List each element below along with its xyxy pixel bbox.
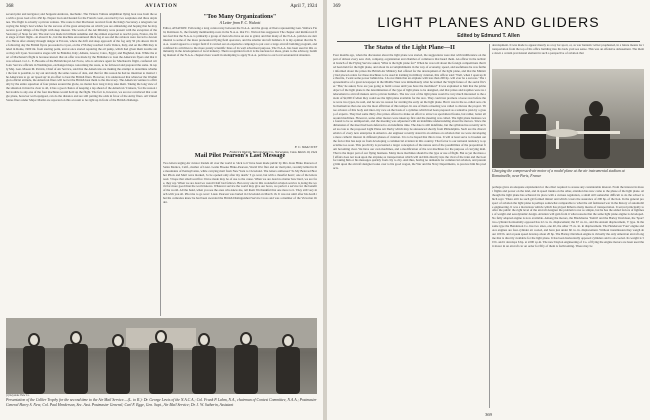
right-page-footer: 369 bbox=[485, 412, 492, 417]
collier-trophy-photo bbox=[6, 318, 317, 394]
article-title: Mail Pilot Pearson's Last Message bbox=[194, 152, 286, 159]
section-editor: Edited by Edmund T. Allen bbox=[457, 33, 520, 39]
article-too-many-organizations bbox=[163, 13, 317, 154]
article-body: Two letters urging Air aviator friends all over the world to 'stick to it' have been made public by Mrs. Kate Hirko Pearson of Santa Monica, Calif., mother of Lieut. Leslie Brooke Hirko-Pearson, World War flier and air mail pilot, recently killed in the mountains of Pennsylvania, while carrying mail from New York to Cleveland. The letters addressed 'To My Beloved Brother Pilots and Men' were marked, 'to be opened only after my death.' 'I go west, but with a cheerful heart,' one of the letters read. 'I hope that small sacrifice I have made may be of use to the cause. When we are dead no matter how hard, we are free, they say. When we are dead we weren't half bad fellows. But every one in this wonderful aviation service is doing the world far more good than the world knows. Whatever service the world may give our bows, we perfect a service for the benefit of the world. All the hand, when you see the ones who knew me, tell them I'm thankful that one more to it. They still very much with you all. Pilot me to go west.' Lieut. Pearson was buried in Cleveland on March 16. It was not until after his death that his comrades knew he had been awarded the British Distinguished Service Cross and was a member of the Victorian Order. bbox=[163, 162, 317, 205]
running-head-title: AVIATION bbox=[145, 4, 178, 9]
article-title: "Too Many Organizations" bbox=[203, 13, 277, 20]
letter-address: Frederick Walcott, Walcott-Lane Co., Norwegian, Conn. March 19, 1924 bbox=[229, 149, 317, 154]
group-photo-figures bbox=[6, 318, 317, 394]
article-title: The Status of the Light Plane—II bbox=[363, 44, 456, 51]
column-divider bbox=[160, 13, 161, 316]
photo-credit: (c) Keystone View Co. bbox=[6, 394, 30, 397]
right-col2-top-text: development. It was made to appear merely as a toy for sport, or, as war fantastic writer prophesied, in a future means for transportation from the top of his office building into his back yard sea sense. This was an offensive debasement. The theme down a certain provisional element in such a perspective of aviation that bbox=[492, 44, 644, 55]
right-col1-text: Four months ago, when the discussion about the light plane was started, the suggestions were met with indifference on the part of almost every aero club, company, organization and chamber of commerce that heard them. An officer in the technical branch of the Flying Service asked, 'What is the light plane for?' When he was told about the foreign competitions that had been held for the light plane, and about its accomplishments in the way of economy, speed, and usefulness he was further informed about the prizes the British Air Ministry had offered for the development of the light plane, and that the Ministry had placed orders for these machines to be used in training in military aviation, this officer said: 'Well, when I open up the throttle, I want some power behind me. I do not think that an airplane with less than 200 hp. will ever be a success.' The representative of a great newspaper in the Middle West was immediately what he termed the 'bright future of the aerial flivver.' 'But,' he asked, 'how are you going to build a nose until you have the machines?' It was explained to him that the prime object of the light plane is the determination of the type of light plane to be designed, and that prizes and trophies were no inducement to aircraft makers and to private builders. The low cost of the light plane would be very much interested to the extent of $2,000 if when they could see the light plane available for the race. They could not promote a loose race before there were two types, he said, and he saw no reason for starting the early on the light plane. But it was in the so-called aero clubs themselves that one saw the most affliction of this temper. In one of them a meeting was called to discuss the project. Three aviators of this body and inter-city race on the basis of a syllabus which had been prepared as a tentative plan by a group of experts. They had some thirty-five prizes offered to make an effort to attract as specialized freaks, but rather, better all around machines. However, some other motors were taken up first and the meeting was called. The light plane business was found to be so unimportant, and the meeting was adjourned with an indefinite understanding about the motors. Since the dimension of the meet had been deferred to an indefinite time. The date is still indefinite, but the syllabus has recently arrived too late to the proposed Light Plane Air Derby which may be announced shortly from Philadelphia. Such are the characteristics of every new enterprise in America. An engineer recently stated in an address on aviation that we were developing a more catholic interest in different phases of aviation. It is to be hoped that this is true. It will at least serve to broaden out the factor that has kept us from developing a commercial aviation in this country. That factor is our national tendency to specialize too soon. This proclivity is prevented a larger conception of the nature and of the possibilities of the proposition from becoming clear. We have our own machines, and a modification of the war machines for the purpose of carrying mail. That is the major part of our flying business. Many more machines should be the type or use of flight. But as yet the mass of affairs does not look upon the airplane as transportation which will aid him directly into the rival of the train and the boat for taking him or his messages quickly from city to city. And thus, having no demands for commercial aviation, and pressing him upon the aircraft designer looks over to his good wagon, the War and the Navy Departments, to procure him his products. bbox=[333, 54, 486, 171]
section-rule bbox=[337, 41, 640, 42]
right-running-header bbox=[333, 3, 644, 11]
photo-caption: Presentation of the Collier Trophy for the second time to the Air Mail Service.—(L. to R.): Dr. George Lewis of the N.A.C.A.; Col. Frank P. Lahm, N.A., chairman of Contest Committee, N.A.A.; Postmaster General Harry S. New; Col. Paul Henderson, Sec. Asst. Postmaster General; Carl F. Egge, Gen. Supt., Air Mail Service; Dr. J. W. Sutherin, Assistant bbox=[6, 398, 317, 407]
column-divider bbox=[489, 44, 490, 408]
right-page-number: 369 bbox=[333, 4, 341, 9]
issue-date: April 7, 1924 bbox=[290, 4, 317, 9]
left-page-number: 368 bbox=[6, 4, 14, 9]
left-running-header bbox=[6, 3, 317, 11]
article-byline: A Letter from F. C. Walcott bbox=[219, 21, 261, 25]
section-banner: LIGHT PLANES AND GLIDERS bbox=[377, 14, 600, 30]
model-plane-scene bbox=[492, 69, 644, 168]
model-plane-photo bbox=[492, 69, 644, 168]
article-body: Editor, AVIATION: Following a long controversy between the N.A.A. and the group of fliers representing Gen. Wallace Field, Robinson Jr., the friendly membership roots in the N.A.A. that F.C. Walcott has suggested. The chapter and Reinforced fliers feel that the N.A.A. is primarily a group of men who have an axe to grind, and that many of the N.A.A. policies are detrimental to some of the more pronounced flying field operators, and the smaller aircraft builders. It is my opinion that the N.A.A. would appeal to a larger field if it carried out an expensive campaign to put over a large aircraft building program, and confined its activities to the more purely scientific lines of its well advertised purpose. The N.A.A. has been used in this community in the development of local industry. Their recognition from it is the nucleus for ideas, plans to the advisory, building manual of the N.A.A. chapters here would in attempting to apply N.A.A. policies to our local aeronautical situation. bbox=[163, 27, 317, 58]
left-page bbox=[0, 0, 323, 420]
right-col2-text: perhaps gives an adequate explanation for the effort required to arouse any considerable interest. From the interest in motor flights and power on the land, and in speed trunks on the other, attention has now come to the phase of the light plane. Although the light plane has achieved its place with a curious regulation, a small still somewhat difficult to do the school which says: 'There ain't no such girl formed minus' and which covers the assurance of 200 hp. of the lion. In the general prospect of aviation the light plane is perhaps somewhat comparable to what the old fashioned war in the history of automobile engineering. It was a marvelous vehicle which has played hitherto many means of transportation. It served principally to offer the public the right level of the aircraft designer the problem is not so simple, but he has the added factors of lightness of weight and aerodynamic design. Aviation will gain from it what reasons that the same light plane engine is developed. No fully adapted engine is now available. Among the motors, the Blackburne 'Tomtit' and the Harley Davidson, the 'Sport' two-cylinder horizontally opposed has 22 cu. in. displacement; the 67 cu. in., and the Anzani displacement, V type. In the same type the Henderson Co. has two sizes, one 40, the other 73 cu. in. in displacement. The Henderson 'Four' engine and Ace engines are four-cylinder air cooled, and have just under 60 cu. in. displacement. Without transmission they weigh about 100 lb. and at peak speed develop about 20 hp. The Harley-Davidson engine is virtually the only American aircraft engine that is directly available for the light plane. It has been horizontally opposed cylinders and is air-cooled. Its weight is 50 lb. and it develops 6 hp. at 2200 r.p.m. The new Dayton engineering of Co. of flying the engine motors are been used their motor in an aircraft car on order for fifty of them is forthcoming. There may be bbox=[492, 186, 644, 248]
right-page bbox=[327, 0, 650, 420]
letter-signature: F. C. WALCOTT bbox=[294, 145, 317, 149]
left-col1-text: second pilot and navigator; and Sergeant Andrews, mechanic. The Vickers Vulture amphibian flying boat rose from the sea with a gross load of its 450 hp. Napier Lion and headed for the French coast, escorted by two seaplanes and three airplanes. The flight is actually a private venture. The route is that Macharen received from the King's Secretary a telegram conveying the King's best wishes for the success of the great enterprise on which you are embarking and hoping that he may receive good tidings of the flight with deep interest. The work of the Air Ministry were present with the exception of the Secretary of State for Air. The start was made in brilliant sunshine and the airmen expected to reach Lyons, France, the first stage of their flight—in about 6 hr., but the machine encountered thick fog at sea and the aviators were forced to descend to Havre after anxiety through danger at Evreux, where the drift and deep approach of the fog only 50 yds ahead. On the following day the British flyers proceeded to Lyon, on the 27th they reached Corfu Venice, Italy, and on the 28th they landed in Rome, 1900 mi. from starting point, and at once started repairing the oil pump, which had given them trouble since they left Lyon. Successive stages will be Brindisi, Italy; Athens, Greece; Cairo, Egypt; and Baghdad, Irak. While the start of Macharen's flight is because known that an offer was made by the Britishers to loan the American flyers and that it was refused. Col. L. E. Broome of the British Royal Air Force, who is advance agent for Macharen's flight, conferred with Air Service officials in Washington, exchanged maps concerning the route, to be followed and prepared the same. In reply Maj. Gen. Mason M. Patrick, Chief of Air Service, said that the Americans are making the attempt to determine whether the feat is possible, to lay out and study the same course of data, and that for this reason he had no intention to instruct the Americans to go on 'speed up' in an effort to beat the British fliers. However, it is understood that whatever the Washington official attitude, the American fliers will not let the British beat them to the discovery. The American venture is officially by the entire squadron of four planes around the globe, no matter how long it may take them. Taking the long view of the situation it must be clear to all, it has a good chance of keeping a lap ahead of the American 'Cruisers,' for the reason that trouble to any one of the four machines would hold up the flight. The fact is, however, we are not convinced that a single plane, however well equipped, can do the distance and are still putting the odds in favor of the Army fliers. All United States fliers under Major Martin are reported on this account to be right up in front of the British challenge. bbox=[6, 13, 157, 102]
model-plane-caption: Charging the compressed-air motor of a model plane at the air instrumental stadium at Romainville, near Paris, France bbox=[492, 169, 625, 178]
